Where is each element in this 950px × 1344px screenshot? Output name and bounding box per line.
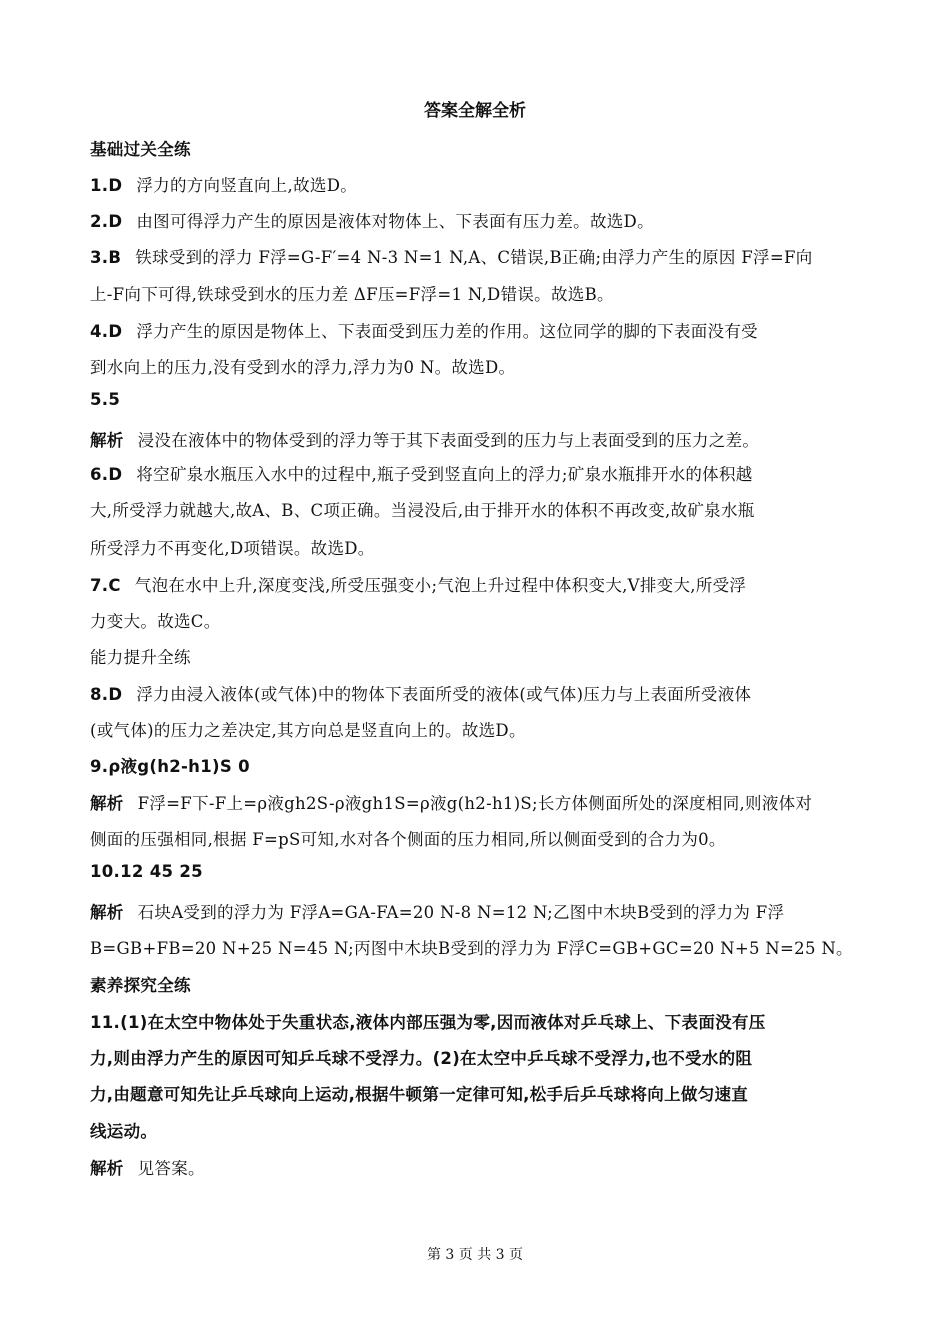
answer-text: 石块A受到的浮力为 F浮A=GA-FA=20 N-8 N=12 N;乙图中木块B受到的浮力为 F浮 — [137, 903, 785, 922]
answer-text: 大,所受浮力就越大,故A、B、C项正确。当浸没后,由于排开水的体积不再改变,故矿泉水瓶 — [90, 501, 755, 520]
answer-text: (或气体)的压力之差决定,其方向总是竖直向上的。故选D。 — [90, 721, 526, 740]
answer-line — [90, 935, 862, 959]
answer-text: 线运动。 — [90, 1122, 158, 1141]
answer-number: 3.B — [90, 248, 122, 267]
answer-text: 力,则由浮力产生的原因可知乒乓球不受浮力。(2)在太空中乒乓球不受浮力,也不受水的阻 — [90, 1049, 753, 1068]
answer-line — [90, 281, 862, 305]
answer-text: 5.5 — [90, 390, 121, 409]
page-title: 答案全解全析 — [424, 101, 526, 121]
answer-number: 1.D — [90, 176, 123, 195]
answer-line — [90, 972, 862, 996]
answer-text: 10.12 45 25 — [90, 862, 203, 881]
answer-text: 铁球受到的浮力 F浮=G-F′=4 N-3 N=1 N,A、C错误,B正确;由浮力产生的原因 F浮=F向 — [135, 248, 813, 267]
answer-text: 浸没在液体中的物体受到的浮力等于其下表面受到的压力与上表面受到的压力之差。 — [137, 431, 760, 450]
answer-line — [90, 1118, 862, 1142]
answer-line — [90, 461, 862, 485]
answer-text: 由图可得浮力产生的原因是液体对物体上、下表面有压力差。故选D。 — [136, 212, 654, 231]
answer-line — [90, 1009, 862, 1033]
answer-line — [90, 608, 862, 632]
answer-line — [90, 681, 862, 705]
answer-text: 见答案。 — [137, 1159, 205, 1178]
answer-line — [90, 1081, 862, 1105]
answer-line — [90, 1155, 862, 1179]
answer-line — [90, 497, 862, 521]
page-footer: 第 3 页 共 3 页 — [426, 1247, 524, 1263]
answer-line — [90, 535, 862, 559]
answer-line — [90, 862, 862, 881]
analysis-label: 解析 — [90, 903, 124, 922]
answer-text: 浮力产生的原因是物体上、下表面受到压力差的作用。这位同学的脚的下表面没有受 — [136, 322, 758, 341]
answer-line — [90, 717, 862, 741]
answer-line — [90, 1045, 862, 1069]
answer-text: 到水向上的压力,没有受到水的浮力,浮力为0 N。故选D。 — [90, 358, 516, 377]
answer-line — [90, 136, 862, 160]
answer-line — [90, 172, 862, 196]
answer-text: 素养探究全练 — [90, 976, 191, 995]
answer-number: 7.C — [90, 576, 121, 595]
answer-text: 浮力由浸入液体(或气体)中的物体下表面所受的液体(或气体)压力与上表面所受液体 — [136, 685, 752, 704]
answer-line — [90, 899, 862, 923]
answer-text: 力变大。故选C。 — [90, 612, 221, 631]
answer-text: 11.(1)在太空中物体处于失重状态,液体内部压强为零,因而液体对乒乓球上、下表面没有压 — [90, 1013, 766, 1032]
answer-line — [90, 318, 862, 342]
answer-text: 将空矿泉水瓶压入水中的过程中,瓶子受到竖直向上的浮力;矿泉水瓶排开水的体积越 — [136, 465, 753, 484]
analysis-label: 解析 — [90, 794, 124, 813]
answer-number: 4.D — [90, 322, 123, 341]
answer-text: 浮力的方向竖直向上,故选D。 — [136, 176, 358, 195]
answer-number: 8.D — [90, 685, 123, 704]
answer-line — [90, 244, 862, 268]
answer-text: 上-F向下可得,铁球受到水的压力差 ΔF压=F浮=1 N,D错误。故选B。 — [90, 285, 614, 304]
answer-text: F浮=F下-F上=ρ液gh2S-ρ液gh1S=ρ液g(h2-h1)S;长方体侧面所处的深度相同,则液体对 — [137, 794, 813, 813]
answer-line — [90, 354, 862, 378]
answer-line — [90, 826, 862, 850]
answer-text: 能力提升全练 — [90, 648, 191, 667]
answer-line — [90, 753, 862, 777]
answer-text: 所受浮力不再变化,D项错误。故选D。 — [90, 539, 375, 558]
analysis-label: 解析 — [90, 431, 124, 450]
answer-text: 9.ρ液g(h2-h1)S 0 — [90, 757, 250, 776]
answer-line — [90, 644, 862, 668]
answer-number: 6.D — [90, 465, 123, 484]
answer-line — [90, 427, 862, 451]
answer-line — [90, 572, 862, 596]
answer-text: 力,由题意可知先让乒乓球向上运动,根据牛顿第一定律可知,松手后乒乓球将向上做匀速直 — [90, 1085, 749, 1104]
answer-line — [90, 790, 862, 814]
analysis-label: 解析 — [90, 1159, 124, 1178]
answer-text: 气泡在水中上升,深度变浅,所受压强变小;气泡上升过程中体积变大,V排变大,所受浮 — [134, 576, 747, 595]
answer-text: 基础过关全练 — [90, 140, 191, 159]
answer-text: B=GB+FB=20 N+25 N=45 N;丙图中木块B受到的浮力为 F浮C=GB+GC=20 N+5 N=25 N。 — [90, 939, 853, 958]
answer-number: 2.D — [90, 212, 123, 231]
answer-text: 侧面的压强相同,根据 F=pS可知,水对各个侧面的压力相同,所以侧面受到的合力为0。 — [90, 830, 726, 849]
answer-line — [90, 208, 862, 232]
answer-line — [90, 390, 862, 409]
